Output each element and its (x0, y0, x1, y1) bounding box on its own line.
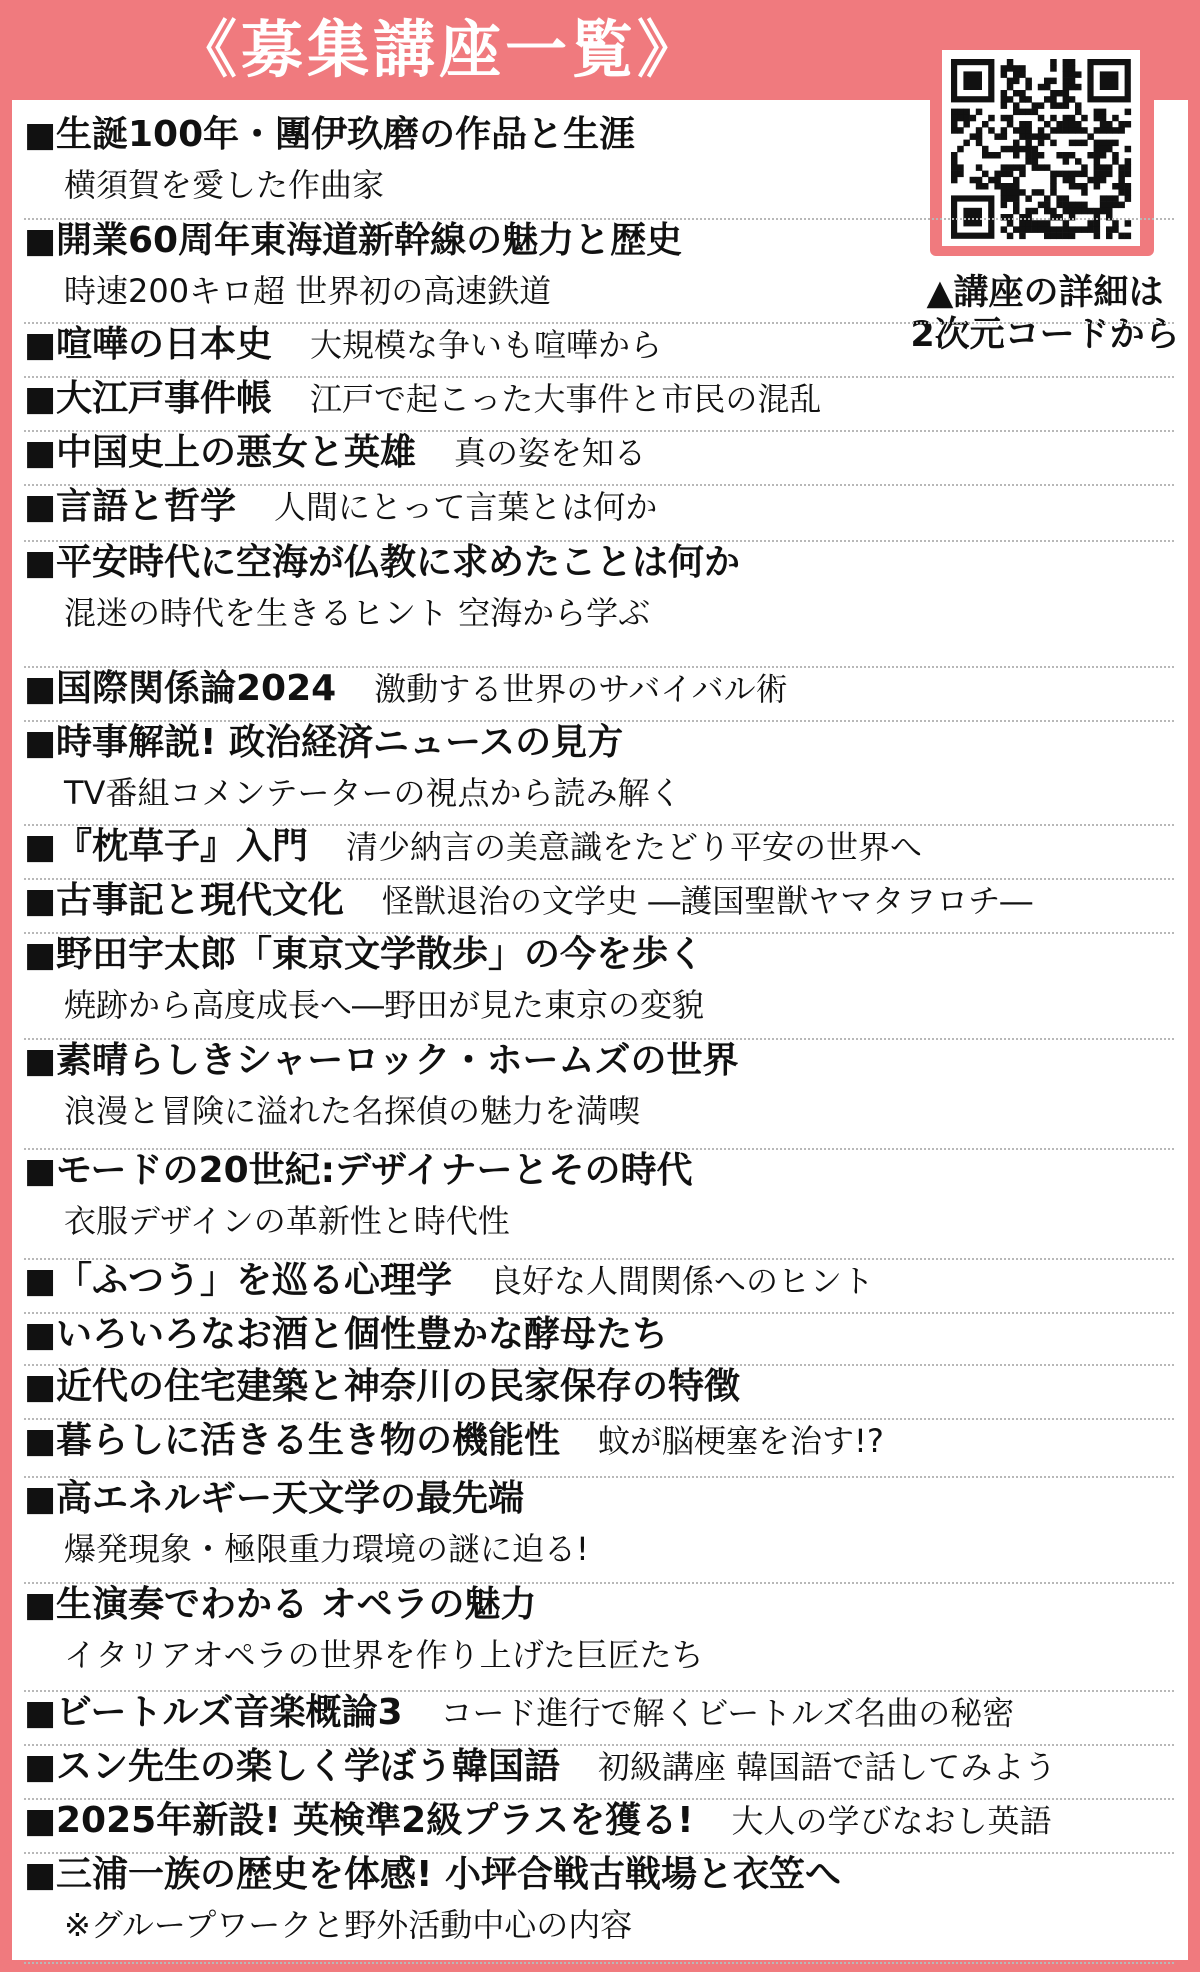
course-title: モードの20世紀:デザイナーとその時代 (56, 1150, 693, 1191)
course-item (24, 720, 1174, 826)
course-item (24, 1038, 1174, 1150)
course-heading-line (24, 824, 1174, 876)
course-subtitle: ※グループワークと野外活動中心の内容 (64, 1906, 633, 1944)
course-title: 中国史上の悪女と英雄 (56, 432, 417, 473)
course-item (24, 1690, 1174, 1746)
course-subtitle: 浪漫と冒険に溢れた名探偵の魅力を満喫 (64, 1092, 641, 1130)
course-subtitle: 人間にとって言葉とは何か (274, 488, 658, 526)
course-title: 言語と哲学 (56, 486, 237, 527)
course-subtitle: 怪獣退治の文学史 ―護国聖獣ヤマタヲロチ― (382, 882, 1033, 920)
course-title: 野田宇太郎「東京文学散歩」の今を歩く (56, 934, 705, 975)
bullet-square-icon: ■ (24, 1315, 57, 1355)
course-title: 三浦一族の歴史を体感! 小坪合戦古戦場と衣笠へ (56, 1854, 841, 1895)
page-title: 《募集講座一覧》 (175, 13, 704, 86)
course-item (24, 1582, 1174, 1692)
course-heading-line (24, 1258, 1174, 1310)
course-subtitle: TV番組コメンテーターの視点から読み解く (64, 774, 682, 812)
course-title: 国際関係論2024 (56, 668, 337, 709)
course-subtitle: 時速200キロ超 世界初の高速鉄道 (64, 272, 552, 310)
course-heading-line (24, 322, 1174, 374)
bullet-square-icon: ■ (24, 379, 57, 419)
course-item (24, 1476, 1174, 1584)
course-subtitle: 混迷の時代を生きるヒント 空海から学ぶ (64, 594, 651, 632)
course-title: 高エネルギー天文学の最先端 (56, 1478, 525, 1519)
course-subtitle: イタリアオペラの世界を作り上げた巨匠たち (64, 1636, 704, 1674)
bullet-square-icon: ■ (24, 487, 57, 527)
bullet-square-icon: ■ (24, 1855, 57, 1895)
course-subtitle: 良好な人間関係へのヒント (490, 1262, 875, 1300)
course-title: 喧嘩の日本史 (56, 324, 273, 365)
course-heading-line (24, 1312, 1174, 1364)
course-title: ビートルズ音楽概論3 (56, 1692, 403, 1733)
course-heading-line (24, 1582, 1174, 1634)
course-item (24, 430, 1174, 486)
course-item (24, 376, 1174, 432)
bullet-square-icon: ■ (24, 433, 57, 473)
course-heading-line (24, 1744, 1174, 1796)
course-subtitle: 真の姿を知る (454, 434, 647, 472)
bullet-square-icon: ■ (24, 1693, 57, 1733)
course-title: 生誕100年・團伊玖磨の作品と生涯 (56, 114, 636, 155)
course-item (24, 1312, 1174, 1366)
course-subtitle: 大人の学びなおし英語 (731, 1802, 1052, 1840)
bullet-square-icon: ■ (24, 1367, 57, 1407)
bullet-square-icon: ■ (24, 1261, 57, 1301)
bullet-square-icon: ■ (24, 827, 57, 867)
course-item (24, 1852, 1174, 1964)
course-title: 平安時代に空海が仏教に求めたことは何か (56, 542, 741, 583)
course-item (24, 1418, 1174, 1478)
bullet-square-icon: ■ (24, 1041, 57, 1081)
course-title: 大江戸事件帳 (56, 378, 273, 419)
course-item (24, 540, 1174, 668)
bullet-square-icon: ■ (24, 935, 57, 975)
course-item (24, 1364, 1174, 1420)
course-heading-line (24, 1476, 1174, 1528)
course-subtitle: 江戸で起こった大事件と市民の混乱 (310, 380, 822, 418)
course-heading-line (24, 1852, 1174, 1904)
course-item (24, 1798, 1174, 1854)
course-title: 近代の住宅建築と神奈川の民家保存の特徴 (56, 1366, 741, 1407)
course-item (24, 1258, 1174, 1314)
course-subtitle: 大規模な争いも喧嘩から (310, 326, 663, 364)
course-item (24, 484, 1174, 542)
course-title: スン先生の楽しく学ぼう韓国語 (56, 1746, 561, 1787)
course-heading-line (24, 376, 1174, 428)
bullet-square-icon: ■ (24, 1747, 57, 1787)
course-heading-line (24, 1038, 1174, 1090)
course-heading-line (24, 1148, 1174, 1200)
course-item (24, 1744, 1174, 1800)
bullet-square-icon: ■ (24, 325, 57, 365)
bullet-square-icon: ■ (24, 221, 57, 261)
course-heading-line (24, 1798, 1174, 1850)
bullet-square-icon: ■ (24, 1801, 57, 1841)
course-subtitle: 焼跡から高度成長へ―野田が見た東京の変貌 (64, 986, 705, 1024)
course-item (24, 666, 1174, 722)
course-item (24, 878, 1174, 934)
course-item (24, 322, 1174, 378)
course-title: 素晴らしきシャーロック・ホームズの世界 (56, 1040, 739, 1081)
course-subtitle: 横須賀を愛した作曲家 (64, 166, 385, 204)
course-heading-line (24, 1364, 1174, 1416)
course-title: 生演奏でわかる オペラの魅力 (56, 1584, 537, 1625)
bullet-square-icon: ■ (24, 115, 57, 155)
course-heading-line (24, 932, 1174, 984)
course-heading-line (24, 1418, 1174, 1470)
course-item (24, 218, 1174, 324)
course-heading-line (24, 666, 1174, 718)
course-title: いろいろなお酒と個性豊かな酵母たち (56, 1314, 669, 1355)
course-item (24, 1148, 1174, 1260)
course-title: 時事解説! 政治経済ニュースの見方 (56, 722, 624, 763)
course-heading-line (24, 878, 1174, 930)
course-heading-line (24, 484, 1174, 536)
course-title: 開業60周年東海道新幹線の魅力と歴史 (56, 220, 683, 261)
qr-caption: ▲講座の詳細は 2次元コードから (910, 273, 1180, 355)
course-subtitle: コード進行で解くビートルズ名曲の秘密 (440, 1694, 1015, 1732)
course-item (24, 112, 1174, 220)
course-heading-line (24, 112, 1174, 164)
course-item (24, 932, 1174, 1040)
bullet-square-icon: ■ (24, 1151, 57, 1191)
course-subtitle: 爆発現象・極限重力環境の謎に迫る! (64, 1530, 589, 1568)
course-heading-line (24, 430, 1174, 482)
course-heading-line (24, 720, 1174, 772)
bullet-square-icon: ■ (24, 881, 57, 921)
bullet-square-icon: ■ (24, 723, 57, 763)
course-heading-line (24, 1690, 1174, 1742)
bullet-square-icon: ■ (24, 1585, 57, 1625)
course-title: 「ふつう」を巡る心理学 (56, 1260, 453, 1301)
course-title: 古事記と現代文化 (56, 880, 345, 921)
course-title: 2025年新設! 英検準2級プラスを獲る! (56, 1800, 694, 1841)
bullet-square-icon: ■ (24, 669, 57, 709)
course-title: 『枕草子』入門 (56, 826, 309, 867)
course-heading-line (24, 540, 1174, 592)
course-item (24, 824, 1174, 880)
course-heading-line (24, 218, 1174, 270)
course-subtitle: 初級講座 韓国語で話してみよう (598, 1748, 1057, 1786)
course-subtitle: 衣服デザインの革新性と時代性 (64, 1202, 510, 1240)
bullet-square-icon: ■ (24, 1421, 57, 1461)
course-title: 暮らしに活きる生き物の機能性 (56, 1420, 561, 1461)
course-subtitle: 清少納言の美意識をたどり平安の世界へ (346, 828, 923, 866)
course-subtitle: 激動する世界のサバイバル術 (374, 670, 788, 708)
course-subtitle: 蚊が脳梗塞を治す!? (598, 1422, 884, 1460)
bullet-square-icon: ■ (24, 543, 57, 583)
bullet-square-icon: ■ (24, 1479, 57, 1519)
